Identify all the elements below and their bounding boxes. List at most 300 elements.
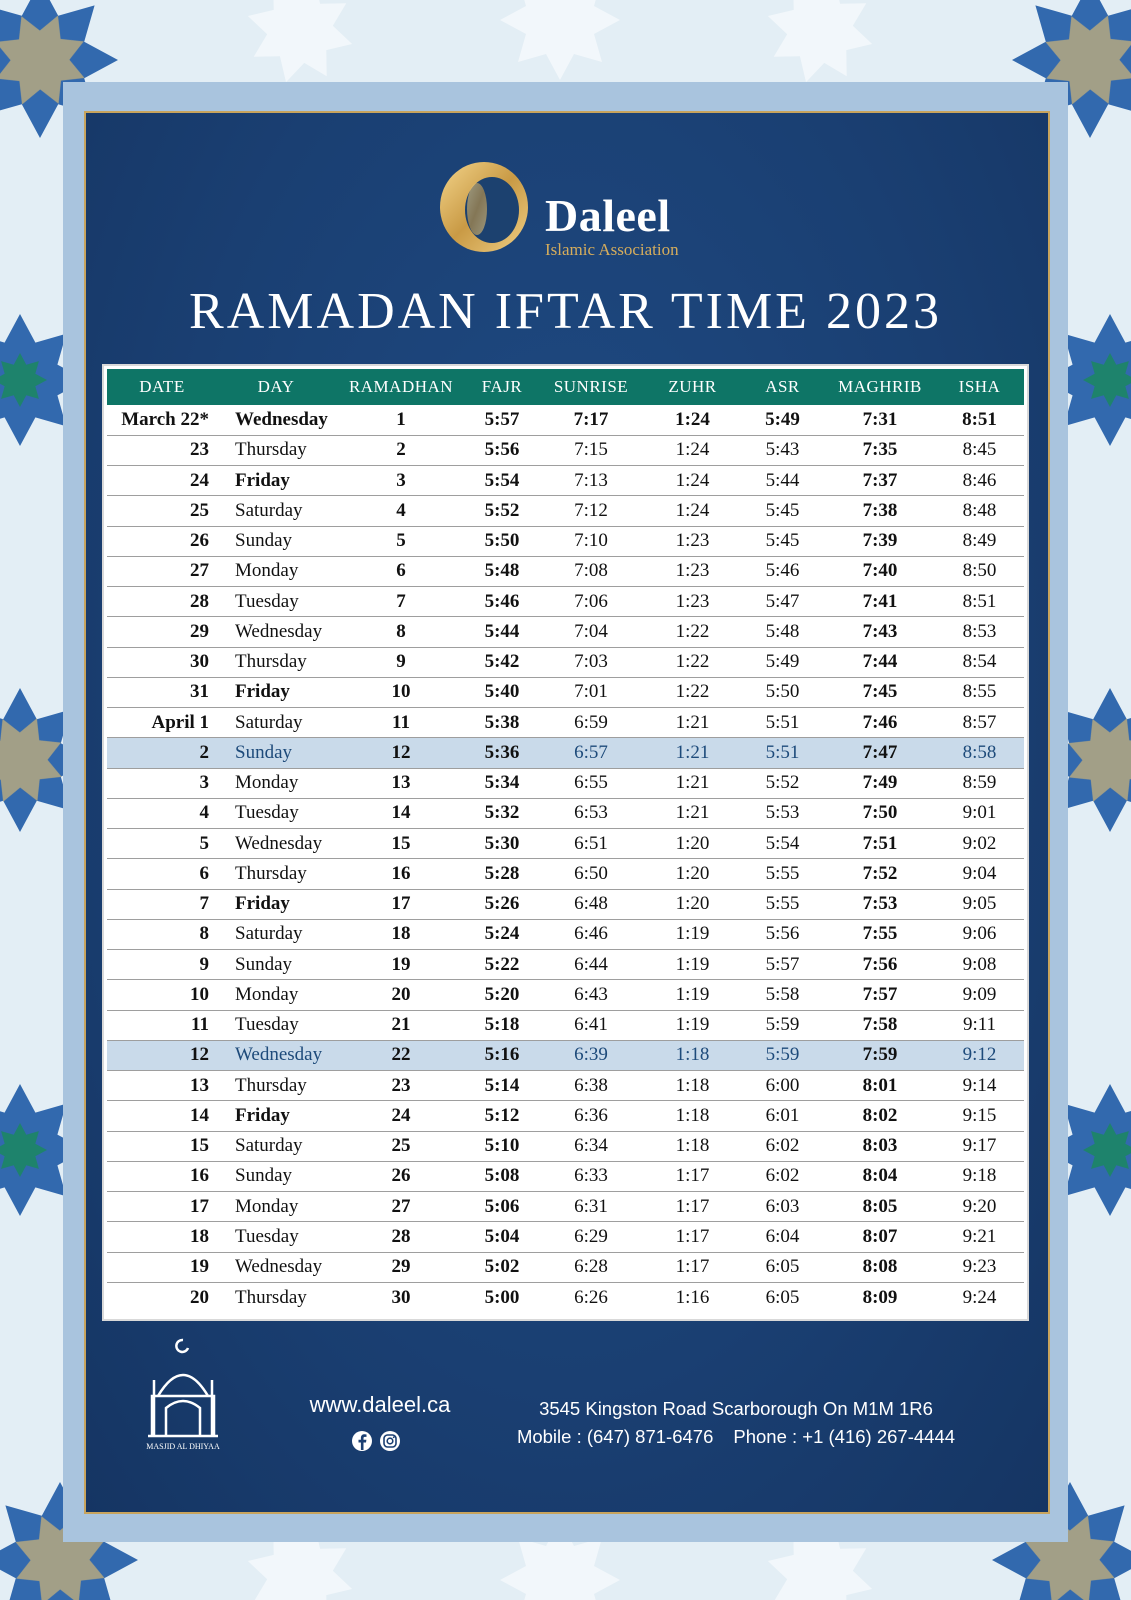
cell-maghrib: 7:50: [862, 802, 898, 824]
cell-fajr: 5:50: [484, 530, 520, 552]
cell-ram: 21: [391, 1014, 411, 1036]
cell-sunrise: 6:55: [574, 772, 608, 794]
cell-date: 23: [190, 439, 209, 461]
cell-isha: 8:48: [962, 499, 997, 521]
cell-day: Tuesday: [235, 1014, 299, 1036]
cell-date: 7: [199, 893, 209, 915]
table-header-row: [107, 369, 1024, 405]
cell-asr: 6:05: [765, 1286, 800, 1308]
cell-isha: 8:55: [962, 681, 997, 703]
cell-asr: 5:52: [765, 772, 800, 794]
column-header-maghrib: MAGHRIB: [838, 377, 922, 396]
cell-fajr: 5:18: [484, 1014, 520, 1036]
cell-date: 15: [190, 1135, 209, 1157]
column-header-date: DATE: [139, 377, 185, 396]
cell-isha: 8:45: [962, 439, 997, 461]
cell-isha: 9:08: [962, 953, 997, 975]
cell-date: 10: [190, 983, 209, 1005]
cell-fajr: 5:38: [484, 711, 520, 733]
cell-zuhr: 1:17: [675, 1256, 710, 1278]
cell-fajr: 5:06: [484, 1195, 520, 1217]
table-row: [107, 798, 1024, 828]
cell-day: Sunday: [235, 530, 292, 552]
cell-day: Thursday: [235, 862, 307, 884]
cell-zuhr: 1:20: [675, 862, 710, 884]
cell-maghrib: 8:07: [862, 1225, 898, 1247]
cell-ram: 29: [391, 1256, 411, 1278]
cell-asr: 5:49: [765, 651, 800, 673]
cell-asr: 6:00: [765, 1074, 800, 1096]
cell-ram: 15: [391, 832, 411, 854]
cell-zuhr: 1:18: [675, 1135, 710, 1157]
cell-sunrise: 6:50: [574, 862, 608, 884]
cell-date: 14: [190, 1104, 209, 1126]
cell-asr: 5:46: [765, 560, 800, 582]
cell-date: 12: [190, 1044, 209, 1066]
cell-ram: 8: [396, 620, 406, 642]
cell-day: Monday: [235, 560, 299, 582]
cell-maghrib: 8:01: [862, 1074, 898, 1096]
cell-asr: 6:02: [765, 1135, 800, 1157]
cell-isha: 9:04: [962, 862, 997, 884]
table-row: [107, 617, 1024, 647]
cell-zuhr: 1:24: [675, 469, 710, 491]
table-row: [107, 1131, 1024, 1161]
cell-sunrise: 6:33: [574, 1165, 608, 1187]
cell-isha: 9:06: [962, 923, 997, 945]
cell-asr: 6:01: [765, 1104, 800, 1126]
cell-isha: 9:18: [962, 1165, 997, 1187]
column-header-day: DAY: [257, 377, 295, 396]
cell-isha: 9:20: [962, 1195, 997, 1217]
cell-day: Tuesday: [235, 1225, 299, 1247]
cell-day: Wednesday: [235, 832, 323, 854]
cell-fajr: 5:56: [484, 439, 520, 461]
cell-day: Monday: [235, 1195, 299, 1217]
cell-day: Saturday: [235, 923, 303, 945]
cell-sunrise: 6:38: [574, 1074, 608, 1096]
cell-isha: 8:57: [962, 711, 997, 733]
table-row: [107, 1101, 1024, 1131]
cell-asr: 5:55: [765, 893, 800, 915]
cell-maghrib: 7:40: [862, 560, 898, 582]
table-row: [107, 829, 1024, 859]
cell-date: 3: [199, 772, 209, 794]
cell-isha: 8:49: [962, 530, 997, 552]
social-icons: [352, 1430, 402, 1452]
cell-day: Monday: [235, 983, 299, 1005]
cell-zuhr: 1:23: [675, 530, 710, 552]
cell-day: Friday: [235, 469, 290, 491]
table-row: [107, 677, 1024, 707]
table-row: [107, 950, 1024, 980]
cell-ram: 7: [396, 590, 406, 612]
table-row: [107, 496, 1024, 526]
cell-date: 8: [199, 923, 209, 945]
cell-isha: 9:14: [962, 1074, 997, 1096]
cell-day: Friday: [235, 893, 290, 915]
cell-asr: 5:48: [765, 620, 800, 642]
cell-zuhr: 1:21: [675, 741, 710, 763]
timetable: [104, 366, 1027, 1319]
cell-ram: 20: [391, 983, 411, 1005]
cell-day: Saturday: [235, 1135, 303, 1157]
cell-ram: 12: [391, 741, 411, 763]
cell-asr: 5:57: [765, 953, 800, 975]
cell-sunrise: 6:51: [574, 832, 608, 854]
cell-date: 18: [190, 1225, 209, 1247]
cell-ram: 3: [396, 469, 406, 491]
cell-ram: 27: [391, 1195, 411, 1217]
instagram-icon[interactable]: [380, 1431, 400, 1451]
cell-asr: 5:59: [765, 1044, 800, 1066]
cell-fajr: 5:02: [484, 1256, 520, 1278]
cell-ram: 22: [391, 1044, 411, 1066]
mobile-number[interactable]: Mobile : (647) 871-6476: [516, 1426, 714, 1447]
cell-day: Wednesday: [235, 1044, 323, 1066]
cell-sunrise: 6:46: [574, 923, 608, 945]
table-row: [107, 1252, 1024, 1282]
cell-ram: 23: [391, 1074, 411, 1096]
address: 3545 Kingston Road Scarborough On M1M 1R6: [539, 1398, 933, 1419]
cell-sunrise: 6:57: [574, 741, 608, 763]
cell-zuhr: 1:20: [675, 893, 710, 915]
cell-isha: 8:59: [962, 772, 997, 794]
table-row: [107, 980, 1024, 1010]
cell-ram: 13: [391, 772, 411, 794]
cell-day: Monday: [235, 772, 299, 794]
cell-date: 4: [199, 802, 209, 824]
cell-fajr: 5:54: [484, 469, 520, 491]
cell-date: 19: [190, 1256, 209, 1278]
cell-ram: 2: [396, 439, 406, 461]
cell-day: Sunday: [235, 1165, 292, 1187]
cell-fajr: 5:12: [484, 1104, 520, 1126]
cell-maghrib: 7:31: [862, 408, 898, 430]
cell-date: 17: [190, 1195, 209, 1217]
cell-maghrib: 7:45: [862, 681, 898, 703]
cell-sunrise: 6:43: [574, 983, 608, 1005]
cell-sunrise: 7:12: [574, 499, 608, 521]
table-row: [107, 1192, 1024, 1222]
cell-maghrib: 7:44: [862, 651, 898, 673]
cell-maghrib: 7:41: [862, 590, 898, 612]
cell-date: 9: [199, 953, 209, 975]
cell-zuhr: 1:20: [675, 832, 710, 854]
cell-maghrib: 7:35: [862, 439, 898, 461]
cell-zuhr: 1:17: [675, 1165, 710, 1187]
table-row: [107, 708, 1024, 738]
cell-ram: 24: [391, 1104, 411, 1126]
cell-isha: 9:17: [962, 1135, 997, 1157]
cell-zuhr: 1:22: [675, 651, 710, 673]
cell-maghrib: 7:59: [862, 1044, 898, 1066]
brand-subtitle: Islamic Association: [545, 240, 679, 259]
cell-sunrise: 6:44: [574, 953, 608, 975]
cell-zuhr: 1:21: [675, 772, 710, 794]
cell-date: April 1: [151, 711, 209, 733]
cell-ram: 6: [396, 560, 406, 582]
cell-day: Friday: [235, 1104, 290, 1126]
cell-zuhr: 1:24: [675, 408, 710, 430]
cell-zuhr: 1:18: [675, 1044, 710, 1066]
cell-fajr: 5:14: [484, 1074, 520, 1096]
cell-asr: 5:49: [765, 408, 800, 430]
cell-zuhr: 1:19: [675, 983, 710, 1005]
cell-maghrib: 8:03: [862, 1135, 898, 1157]
table-row: [107, 587, 1024, 617]
cell-sunrise: 7:17: [573, 408, 609, 430]
cell-sunrise: 6:26: [574, 1286, 608, 1308]
cell-day: Sunday: [235, 953, 292, 975]
cell-day: Friday: [235, 681, 290, 703]
cell-date: 20: [190, 1286, 209, 1308]
cell-asr: 5:51: [765, 711, 800, 733]
cell-zuhr: 1:16: [675, 1286, 710, 1308]
cell-maghrib: 7:52: [862, 862, 898, 884]
cell-ram: 9: [396, 651, 406, 673]
cell-asr: 6:02: [765, 1165, 800, 1187]
table-row: [107, 405, 1024, 435]
cell-sunrise: 7:10: [574, 530, 608, 552]
cell-ram: 11: [392, 711, 410, 733]
cell-ram: 25: [391, 1135, 411, 1157]
cell-isha: 9:12: [962, 1044, 997, 1066]
cell-ram: 19: [391, 953, 411, 975]
cell-isha: 8:51: [962, 408, 997, 430]
cell-maghrib: 7:37: [862, 469, 898, 491]
cell-asr: 5:47: [765, 590, 800, 612]
cell-maghrib: 7:51: [862, 832, 898, 854]
cell-zuhr: 1:22: [675, 681, 710, 703]
cell-sunrise: 7:08: [574, 560, 608, 582]
mosque-logo-icon: [142, 1336, 224, 1454]
cell-maghrib: 7:49: [862, 772, 898, 794]
cell-asr: 5:58: [765, 983, 800, 1005]
cell-sunrise: 7:13: [574, 469, 608, 491]
brand-name: Daleel: [545, 190, 671, 241]
cell-fajr: 5:04: [484, 1225, 520, 1247]
cell-zuhr: 1:24: [675, 499, 710, 521]
cell-ram: 10: [391, 681, 411, 703]
cell-fajr: 5:48: [484, 560, 520, 582]
cell-fajr: 5:20: [484, 983, 520, 1005]
website-link[interactable]: www.daleel.ca: [309, 1392, 451, 1417]
cell-asr: 5:43: [765, 439, 800, 461]
cell-isha: 8:54: [962, 651, 997, 673]
cell-asr: 5:56: [765, 923, 800, 945]
column-header-sunrise: SUNRISE: [553, 377, 629, 396]
cell-date: 16: [190, 1165, 209, 1187]
cell-fajr: 5:28: [484, 862, 520, 884]
cell-isha: 9:21: [962, 1225, 997, 1247]
table-row: [107, 1282, 1024, 1312]
cell-zuhr: 1:23: [675, 590, 710, 612]
cell-isha: 9:02: [962, 832, 997, 854]
cell-maghrib: 7:47: [862, 741, 898, 763]
column-header-isha: ISHA: [958, 377, 1001, 396]
cell-sunrise: 6:28: [574, 1256, 608, 1278]
cell-fajr: 5:42: [484, 651, 520, 673]
cell-isha: 8:51: [962, 590, 997, 612]
table-row: [107, 889, 1024, 919]
cell-fajr: 5:40: [484, 681, 520, 703]
table-row: [107, 859, 1024, 889]
cell-day: Thursday: [235, 651, 307, 673]
cell-date: 29: [190, 620, 209, 642]
cell-sunrise: 6:53: [574, 802, 608, 824]
cell-maghrib: 7:43: [862, 620, 898, 642]
cell-ram: 4: [396, 499, 406, 521]
cell-isha: 9:05: [962, 893, 997, 915]
cell-date: 30: [190, 651, 209, 673]
cell-maghrib: 8:02: [862, 1104, 898, 1126]
cell-sunrise: 7:03: [574, 651, 608, 673]
cell-date: 28: [190, 590, 209, 612]
cell-zuhr: 1:23: [675, 560, 710, 582]
cell-sunrise: 6:29: [574, 1225, 608, 1247]
cell-zuhr: 1:17: [675, 1225, 710, 1247]
cell-fajr: 5:16: [484, 1044, 520, 1066]
cell-date: 6: [199, 862, 209, 884]
table-row: [107, 1222, 1024, 1252]
table-row: [107, 738, 1024, 768]
cell-asr: 5:54: [765, 832, 800, 854]
table-row: [107, 435, 1024, 465]
cell-maghrib: 7:57: [862, 983, 898, 1005]
cell-ram: 14: [391, 802, 411, 824]
cell-isha: 9:11: [962, 1014, 997, 1036]
cell-day: Saturday: [235, 499, 303, 521]
cell-fajr: 5:57: [484, 408, 520, 430]
cell-day: Tuesday: [235, 590, 299, 612]
cell-sunrise: 6:36: [574, 1104, 608, 1126]
cell-day: Saturday: [235, 711, 303, 733]
table-row: [107, 1010, 1024, 1040]
cell-asr: 6:05: [765, 1256, 800, 1278]
cell-fajr: 5:32: [484, 802, 520, 824]
cell-zuhr: 1:24: [675, 439, 710, 461]
table-row: [107, 1071, 1024, 1101]
cell-maghrib: 7:53: [862, 893, 898, 915]
cell-date: 25: [190, 499, 209, 521]
cell-fajr: 5:30: [484, 832, 520, 854]
cell-isha: 8:58: [962, 741, 997, 763]
cell-asr: 5:59: [765, 1014, 800, 1036]
cell-maghrib: 7:46: [862, 711, 898, 733]
cell-date: 26: [190, 530, 209, 552]
cell-zuhr: 1:17: [675, 1195, 710, 1217]
cell-date: 11: [191, 1014, 209, 1036]
cell-date: 2: [199, 741, 209, 763]
cell-maghrib: 8:08: [862, 1256, 898, 1278]
cell-maghrib: 7:39: [862, 530, 898, 552]
cell-asr: 5:55: [765, 862, 800, 884]
cell-zuhr: 1:19: [675, 953, 710, 975]
cell-fajr: 5:36: [484, 741, 520, 763]
cell-date: March 22*: [121, 408, 209, 430]
cell-isha: 8:46: [962, 469, 997, 491]
cell-fajr: 5:00: [484, 1286, 520, 1308]
cell-isha: 9:24: [962, 1286, 997, 1308]
column-header-fajr: FAJR: [481, 377, 523, 396]
cell-maghrib: 7:58: [862, 1014, 898, 1036]
table-row: [107, 526, 1024, 556]
column-header-asr: ASR: [765, 377, 800, 396]
cell-day: Wednesday: [235, 408, 328, 430]
table-row: [107, 919, 1024, 949]
mosque-logo-caption: MASJID AL DHIYAA: [146, 1442, 220, 1451]
cell-day: Tuesday: [235, 802, 299, 824]
table-row: [107, 556, 1024, 586]
timetable-table: [107, 369, 1024, 1313]
page-title: RAMADAN IFTAR TIME 2023: [189, 283, 942, 340]
cell-date: 31: [190, 681, 209, 703]
cell-day: Wednesday: [235, 620, 323, 642]
cell-asr: 5:53: [765, 802, 800, 824]
cell-zuhr: 1:22: [675, 620, 710, 642]
cell-fajr: 5:52: [484, 499, 520, 521]
table-row: [107, 647, 1024, 677]
cell-ram: 28: [391, 1225, 411, 1247]
facebook-icon[interactable]: [352, 1431, 372, 1451]
cell-zuhr: 1:19: [675, 1014, 710, 1036]
cell-sunrise: 7:04: [574, 620, 608, 642]
cell-ram: 5: [396, 530, 406, 552]
cell-fajr: 5:26: [484, 893, 520, 915]
cell-maghrib: 8:09: [862, 1286, 898, 1308]
table-row: [107, 466, 1024, 496]
cell-fajr: 5:10: [484, 1135, 520, 1157]
cell-maghrib: 7:38: [862, 499, 898, 521]
cell-zuhr: 1:19: [675, 923, 710, 945]
cell-maghrib: 8:04: [862, 1165, 898, 1187]
phone-number[interactable]: Phone : +1 (416) 267-4444: [733, 1426, 956, 1447]
cell-sunrise: 6:34: [574, 1135, 608, 1157]
cell-sunrise: 6:48: [574, 893, 608, 915]
cell-fajr: 5:22: [484, 953, 520, 975]
cell-asr: 6:04: [765, 1225, 800, 1247]
cell-isha: 8:50: [962, 560, 997, 582]
cell-asr: 5:45: [765, 530, 800, 552]
cell-day: Sunday: [235, 741, 292, 763]
cell-ram: 18: [391, 923, 411, 945]
cell-date: 24: [190, 469, 209, 491]
cell-asr: 6:03: [765, 1195, 800, 1217]
cell-asr: 5:44: [765, 469, 800, 491]
cell-isha: 9:15: [962, 1104, 997, 1126]
cell-fajr: 5:24: [484, 923, 520, 945]
cell-sunrise: 6:59: [574, 711, 608, 733]
cell-zuhr: 1:21: [675, 711, 710, 733]
cell-day: Thursday: [235, 1286, 307, 1308]
cell-zuhr: 1:21: [675, 802, 710, 824]
cell-sunrise: 7:15: [574, 439, 608, 461]
cell-fajr: 5:34: [484, 772, 520, 794]
cell-sunrise: 6:31: [574, 1195, 608, 1217]
cell-ram: 26: [391, 1165, 411, 1187]
cell-ram: 16: [391, 862, 411, 884]
cell-date: 5: [199, 832, 209, 854]
contact-line: [496, 1425, 976, 1449]
cell-maghrib: 7:55: [862, 923, 898, 945]
cell-day: Wednesday: [235, 1256, 323, 1278]
cell-zuhr: 1:18: [675, 1104, 710, 1126]
cell-fajr: 5:46: [484, 590, 520, 612]
table-row: [107, 1161, 1024, 1191]
table-row: [107, 768, 1024, 798]
cell-day: Thursday: [235, 1074, 307, 1096]
